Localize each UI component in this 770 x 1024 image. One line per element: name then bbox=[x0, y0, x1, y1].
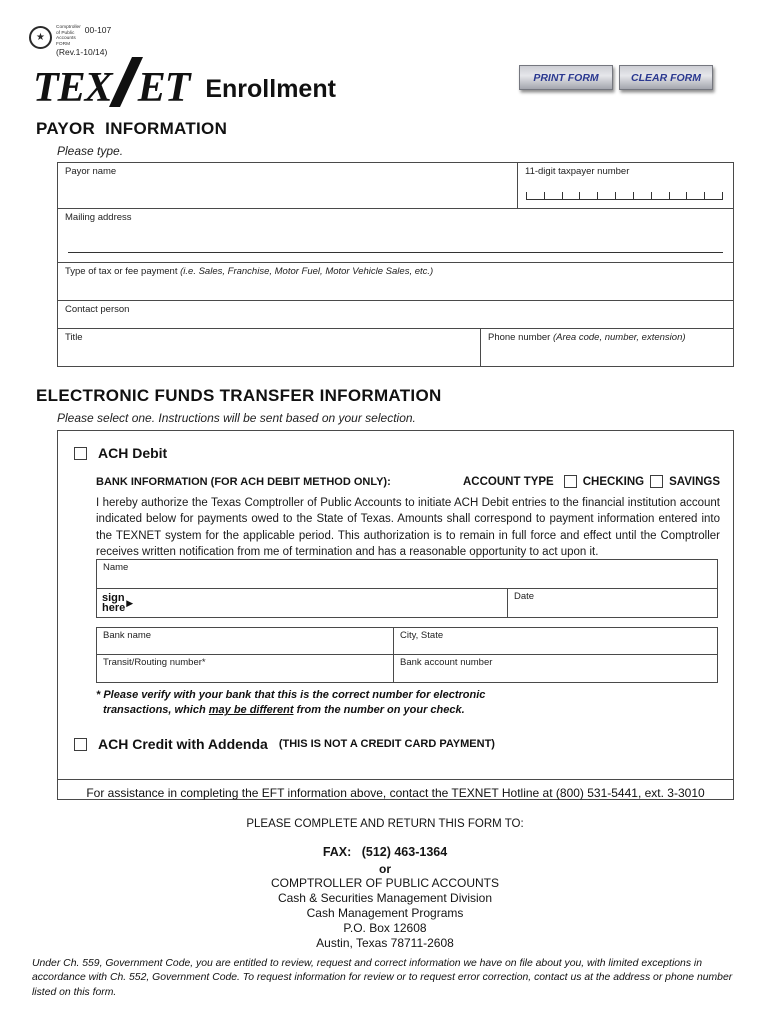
tax-type-field[interactable] bbox=[58, 263, 733, 300]
or-line: or bbox=[379, 862, 391, 876]
checking-checkbox[interactable] bbox=[564, 475, 577, 488]
account-number-label: Bank account number bbox=[400, 657, 493, 668]
payor-name-field[interactable] bbox=[58, 163, 518, 208]
table-row bbox=[58, 263, 733, 301]
city-state-label: City, State bbox=[400, 630, 444, 641]
city-state-field[interactable] bbox=[394, 628, 717, 654]
fax-line: FAX: (512) 463-1364 bbox=[322, 845, 448, 859]
mailing-address-label: Mailing address bbox=[65, 212, 132, 223]
mailing-address-write-line bbox=[68, 252, 723, 253]
taxpayer-number-label: 11-digit taxpayer number bbox=[525, 166, 630, 177]
table-row bbox=[97, 628, 717, 655]
logo-et: ET bbox=[137, 65, 190, 112]
bank-info-heading: BANK INFORMATION (FOR ACH DEBIT METHOD ONLY): bbox=[96, 475, 391, 488]
print-form-button[interactable]: PRINT FORM bbox=[519, 65, 613, 90]
phone-number-field[interactable] bbox=[481, 329, 733, 366]
table-row bbox=[58, 301, 733, 329]
savings-label: SAVINGS bbox=[669, 475, 720, 488]
phone-note: (Area code, number, extension) bbox=[552, 332, 686, 343]
account-type-label: ACCOUNT TYPE bbox=[463, 475, 554, 488]
ach-debit-option bbox=[74, 445, 167, 461]
assistance-text: For assistance in completing the EFT information above, contact the TEXNET Hotline at (800) 531-5441, ext. 3-3010 bbox=[86, 786, 705, 800]
table-row bbox=[58, 163, 733, 209]
address-line: Austin, Texas 78711-2608 bbox=[316, 936, 454, 950]
ach-credit-option bbox=[74, 736, 495, 752]
account-number-field[interactable] bbox=[394, 655, 717, 682]
signature-date-field[interactable] bbox=[507, 589, 717, 617]
eft-section-heading: ELECTRONIC FUNDS TRANSFER INFORMATION bbox=[36, 386, 442, 405]
form-id-block bbox=[56, 25, 111, 57]
payor-section-heading: PAYOR INFORMATION bbox=[36, 119, 228, 138]
logo-tex: TEX bbox=[33, 65, 112, 112]
taxpayer-number-field[interactable] bbox=[518, 163, 733, 208]
signature-name-field[interactable] bbox=[97, 560, 717, 589]
checking-label: CHECKING bbox=[582, 475, 645, 488]
signature-box bbox=[96, 559, 718, 618]
tax-type-label: Type of tax or fee payment bbox=[65, 266, 181, 277]
table-row bbox=[97, 655, 717, 682]
eft-box bbox=[57, 430, 734, 800]
ach-credit-checkbox[interactable] bbox=[74, 738, 87, 751]
state-seal-icon: ★ bbox=[29, 26, 52, 49]
agency-name: Comptroller of Public Accounts FORM bbox=[56, 25, 81, 47]
mailing-address-field[interactable] bbox=[58, 209, 733, 262]
return-intro: PLEASE COMPLETE AND RETURN THIS FORM TO: bbox=[246, 818, 524, 830]
form-title: Enrollment bbox=[205, 75, 336, 103]
assistance-divider bbox=[58, 779, 733, 780]
address-line: Cash Management Programs bbox=[306, 906, 464, 920]
table-row bbox=[58, 329, 733, 366]
return-address bbox=[0, 876, 770, 951]
savings-checkbox[interactable] bbox=[650, 475, 663, 488]
address-line: Cash & Securities Management Division bbox=[277, 891, 493, 905]
sign-here-arrow-icon: ▶ bbox=[126, 597, 134, 608]
tax-type-examples: (i.e. Sales, Franchise, Motor Fuel, Motor Vehicle Sales, etc.) bbox=[180, 266, 434, 277]
bank-information-line bbox=[96, 475, 720, 488]
signature-bottom-row bbox=[97, 589, 717, 617]
contact-person-label: Contact person bbox=[65, 304, 130, 315]
form-revision: (Rev.1-10/14) bbox=[56, 47, 108, 58]
phone-label: Phone number bbox=[488, 332, 553, 343]
contact-person-field[interactable] bbox=[58, 301, 733, 328]
account-type-group bbox=[463, 475, 720, 488]
ach-credit-label: ACH Credit with Addenda bbox=[98, 736, 268, 752]
bank-details-table bbox=[96, 627, 718, 683]
ach-credit-note: (THIS IS NOT A CREDIT CARD PAYMENT) bbox=[278, 738, 495, 750]
ach-debit-label: ACH Debit bbox=[98, 445, 168, 461]
payor-table bbox=[57, 162, 734, 367]
signature-name-label: Name bbox=[103, 562, 129, 573]
signature-field[interactable] bbox=[97, 589, 507, 617]
routing-number-field[interactable] bbox=[97, 655, 394, 682]
eft-instruction: Please select one. Instructions will be sent based on your selection. bbox=[57, 411, 416, 425]
bank-name-label: Bank name bbox=[103, 630, 152, 641]
ach-debit-authorization-text: I hereby authorize the Texas Comptroller of Public Accounts to initiate ACH Debit entries to the financial institution account indicated below for payments owed to the State of Texas. Amounts shall correspond to payment information entered into the TEXNET system for the applicable period. This authorization is to remain in full force and effect until the Comptroller receives written notification from me of termination and has a reasonable opportunity to act upon it. bbox=[96, 497, 720, 558]
texnet-logo bbox=[33, 57, 336, 112]
address-line: COMPTROLLER OF PUBLIC ACCOUNTS bbox=[270, 876, 500, 890]
privacy-notice: Under Ch. 559, Government Code, you are entitled to review, request and correct information we have on file about you, with limited exceptions in accordance with Ch. 552, Government Code. To request information for review or to request error correction, contact us at the address or phone number listed on this form. bbox=[32, 958, 733, 998]
payor-name-label: Payor name bbox=[65, 166, 117, 177]
routing-number-label: Transit/Routing number* bbox=[103, 657, 206, 668]
table-row bbox=[58, 209, 733, 263]
sign-here-indicator: sign here bbox=[102, 591, 126, 614]
address-line: P.O. Box 12608 bbox=[343, 921, 427, 935]
bank-name-field[interactable] bbox=[97, 628, 394, 654]
ach-debit-checkbox[interactable] bbox=[74, 447, 87, 460]
routing-footnote: * Please verify with your bank that this is the correct number for electronic transactions, which may be different from the number on your check. bbox=[96, 689, 486, 717]
title-label: Title bbox=[65, 332, 83, 343]
payor-instruction: Please type. bbox=[57, 144, 124, 158]
title-field[interactable] bbox=[58, 329, 481, 366]
clear-form-button[interactable]: CLEAR FORM bbox=[619, 65, 713, 90]
date-label: Date bbox=[514, 591, 535, 602]
form-number: 00-107 bbox=[84, 25, 112, 35]
taxpayer-number-comb[interactable] bbox=[526, 190, 723, 200]
